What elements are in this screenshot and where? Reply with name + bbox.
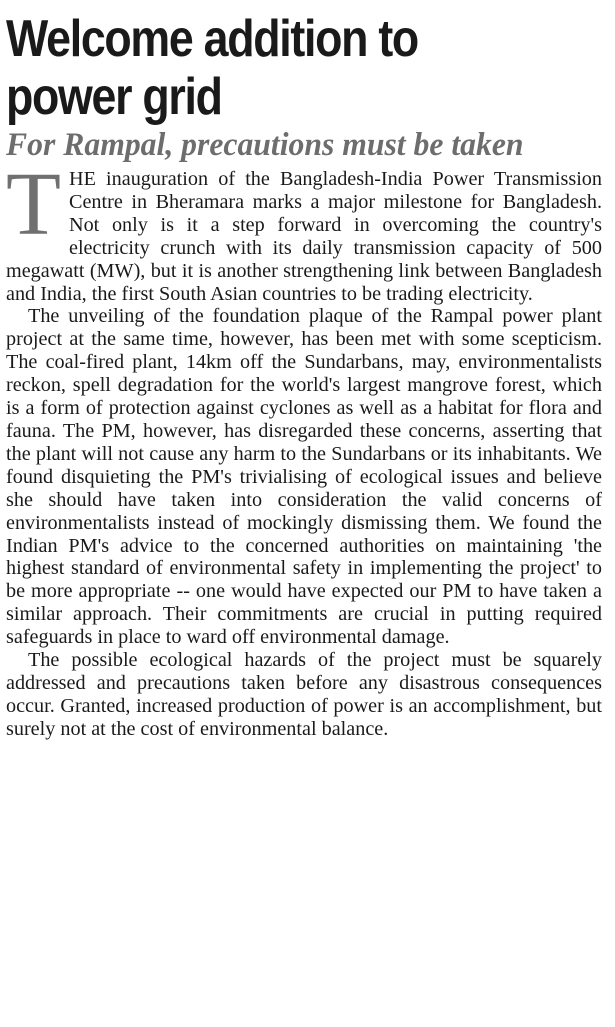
paragraph-2: The unveiling of the foundation plaque of the Rampal power plant project at the same time, however, has been met with some scepticism. The coal-fired plant, 14km off the Sundarbans, may, environmentalists reckon, spell degradation for the world's largest mangrove forest, which is a form of protection against cyclones as well as a habitat for flora and fauna. The PM, however, has disregarded these concerns, asserting that the plant will not cause any harm to the Sundarbans or its inhabitants. We found disquieting the PM's trivialising of ecological issues and believe she should have taken into consideration the valid concerns of environmentalists instead of mockingly dismissing them. We found the Indian PM's advice to the concerned authorities on maintaining 'the highest standard of environmental safety in implementing the project' to be more appropriate -- one would have expected our PM to have taken a similar approach. Their commitments are crucial in putting required safeguards in place to ward off environmental damage. bbox=[6, 305, 602, 649]
paragraph-1-text: HE inauguration of the Bangladesh-India Power Transmission Centre in Bheramara marks a major milestone for Bangladesh. Not only is it a step forward in overcoming the country's electricity crunch with its daily transmission capacity of 500 megawatt (MW), but it is another strengthening link between Bangladesh and India, the first South Asian countries to be trading electricity. bbox=[6, 168, 602, 305]
drop-cap: T bbox=[6, 155, 61, 254]
paragraph-1 bbox=[6, 155, 602, 305]
article-body bbox=[6, 155, 602, 741]
headline-line-2: power grid bbox=[6, 68, 222, 126]
headline-line-1: Welcome addition to bbox=[6, 10, 418, 68]
editorial-article bbox=[6, 0, 602, 741]
paragraph-3: The possible ecological hazards of the project must be squarely addressed and precautions taken before any disastrous consequences occur. Granted, increased production of power is an accomplishment, but surely not at the cost of environmental balance. bbox=[6, 649, 602, 740]
headline bbox=[6, 10, 599, 126]
subheadline: For Rampal, precautions must be taken bbox=[6, 127, 524, 163]
